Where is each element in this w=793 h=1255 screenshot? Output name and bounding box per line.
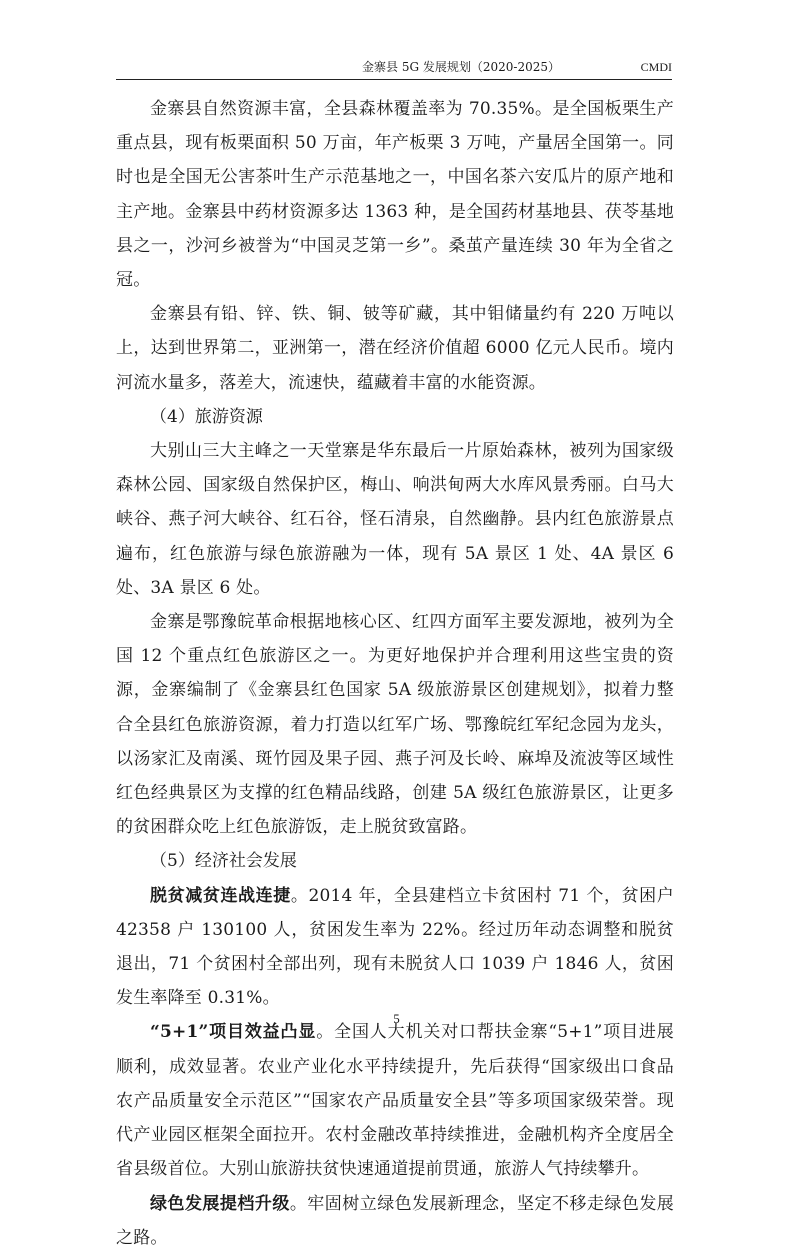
paragraph-natural-resources: 金寨县自然资源丰富，全县森林覆盖率为 70.35%。是全国板栗生产重点县，现有板栗面积 50 万亩，年产板栗 3 万吨，产量居全国第一。同时也是全国无公害茶叶生产示范基地之一，中国名茶六安瓜片的原产地和主产地。金寨县中药材资源多达 1363 种，是全国药材基地县、茯苓基地县之一，沙河乡被誉为“中国灵芝第一乡”。桑茧产量连续 30 年为全省之冠。	[116, 99, 674, 291]
lead-5plus1-project: “5+1”项目效益凸显	[150, 1022, 317, 1043]
paragraph-poverty-reduction	[116, 879, 674, 1016]
text-green-development: 。牢固树立绿色发展新理念，坚定不移走绿色发展之路。	[116, 1193, 674, 1248]
header-divider	[116, 79, 672, 80]
text-5plus1-project: 。全国人大机关对口帮扶金寨“5+1”项目进展顺利，成效显著。农业产业化水平持续提升，先后获得“国家级出口食品农产品质量安全示范区”“国家农产品质量安全县”等多项国家级荣誉。现代产业园区框架全面拉开。农村金融改革持续推进，金融机构齐全度居全省县级首位。大别山旅游扶贫快速通道提前贯通，旅游人气持续攀升。	[116, 1022, 674, 1180]
text-poverty-reduction: 。2014 年，全县建档立卡贫困村 71 个，贫困户 42358 户 130100 人，贫困发生率为 22%。经过历年动态调整和脱贫退出，71 个贫困村全部出列，现有未脱贫人口 1039 户 1846 人，贫困发生率降至 0.31%。	[116, 885, 674, 1009]
lead-green-development: 绿色发展提档升级	[150, 1193, 290, 1214]
lead-poverty-reduction: 脱贫减贫连战连捷	[150, 885, 291, 906]
header-title: 金寨县 5G 发展规划（2020-2025）	[362, 60, 560, 74]
page-number: 5	[393, 1011, 400, 1026]
paragraph-tourism-scenery: 大别山三大主峰之一天堂寨是华东最后一片原始森林，被列为国家级森林公园、国家级自然保护区，梅山、响洪甸两大水库风景秀丽。白马大峡谷、燕子河大峡谷、红石谷，怪石清泉，自然幽静。县内红色旅游景点遍布，红色旅游与绿色旅游融为一体，现有 5A 景区 1 处、4A 景区 6 处、3A 景区 6 处。	[116, 441, 674, 598]
page-header	[116, 58, 672, 78]
header-org: CMDI	[640, 60, 672, 74]
document-body	[116, 92, 674, 1255]
paragraph-mineral-resources: 金寨县有铅、锌、铁、铜、铍等矿藏，其中钼储量约有 220 万吨以上，达到世界第二，亚洲第一，潜在经济价值超 6000 亿元人民币。境内河流水量多，落差大，流速快，蕴藏着丰富的水能资源。	[116, 304, 674, 393]
section-heading-tourism: （4）旅游资源	[150, 406, 263, 427]
paragraph-green-development	[116, 1187, 674, 1255]
paragraph-red-tourism: 金寨是鄂豫皖革命根据地核心区、红四方面军主要发源地，被列为全国 12 个重点红色旅游区之一。为更好地保护并合理利用这些宝贵的资源，金寨编制了《金寨县红色国家 5A 级旅游景区创建规划》，拟着力整合全县红色旅游资源，着力打造以红军广场、鄂豫皖红军纪念园为龙头，以汤家汇及南溪、斑竹园及果子园、燕子河及长岭、麻埠及流波等区域性红色经典景区为支撑的红色精品线路，创建 5A 级红色旅游景区，让更多的贫困群众吃上红色旅游饭，走上脱贫致富路。	[116, 612, 674, 838]
paragraph-5plus1-project	[116, 1015, 674, 1186]
section-heading-economy: （5）经济社会发展	[150, 851, 297, 872]
